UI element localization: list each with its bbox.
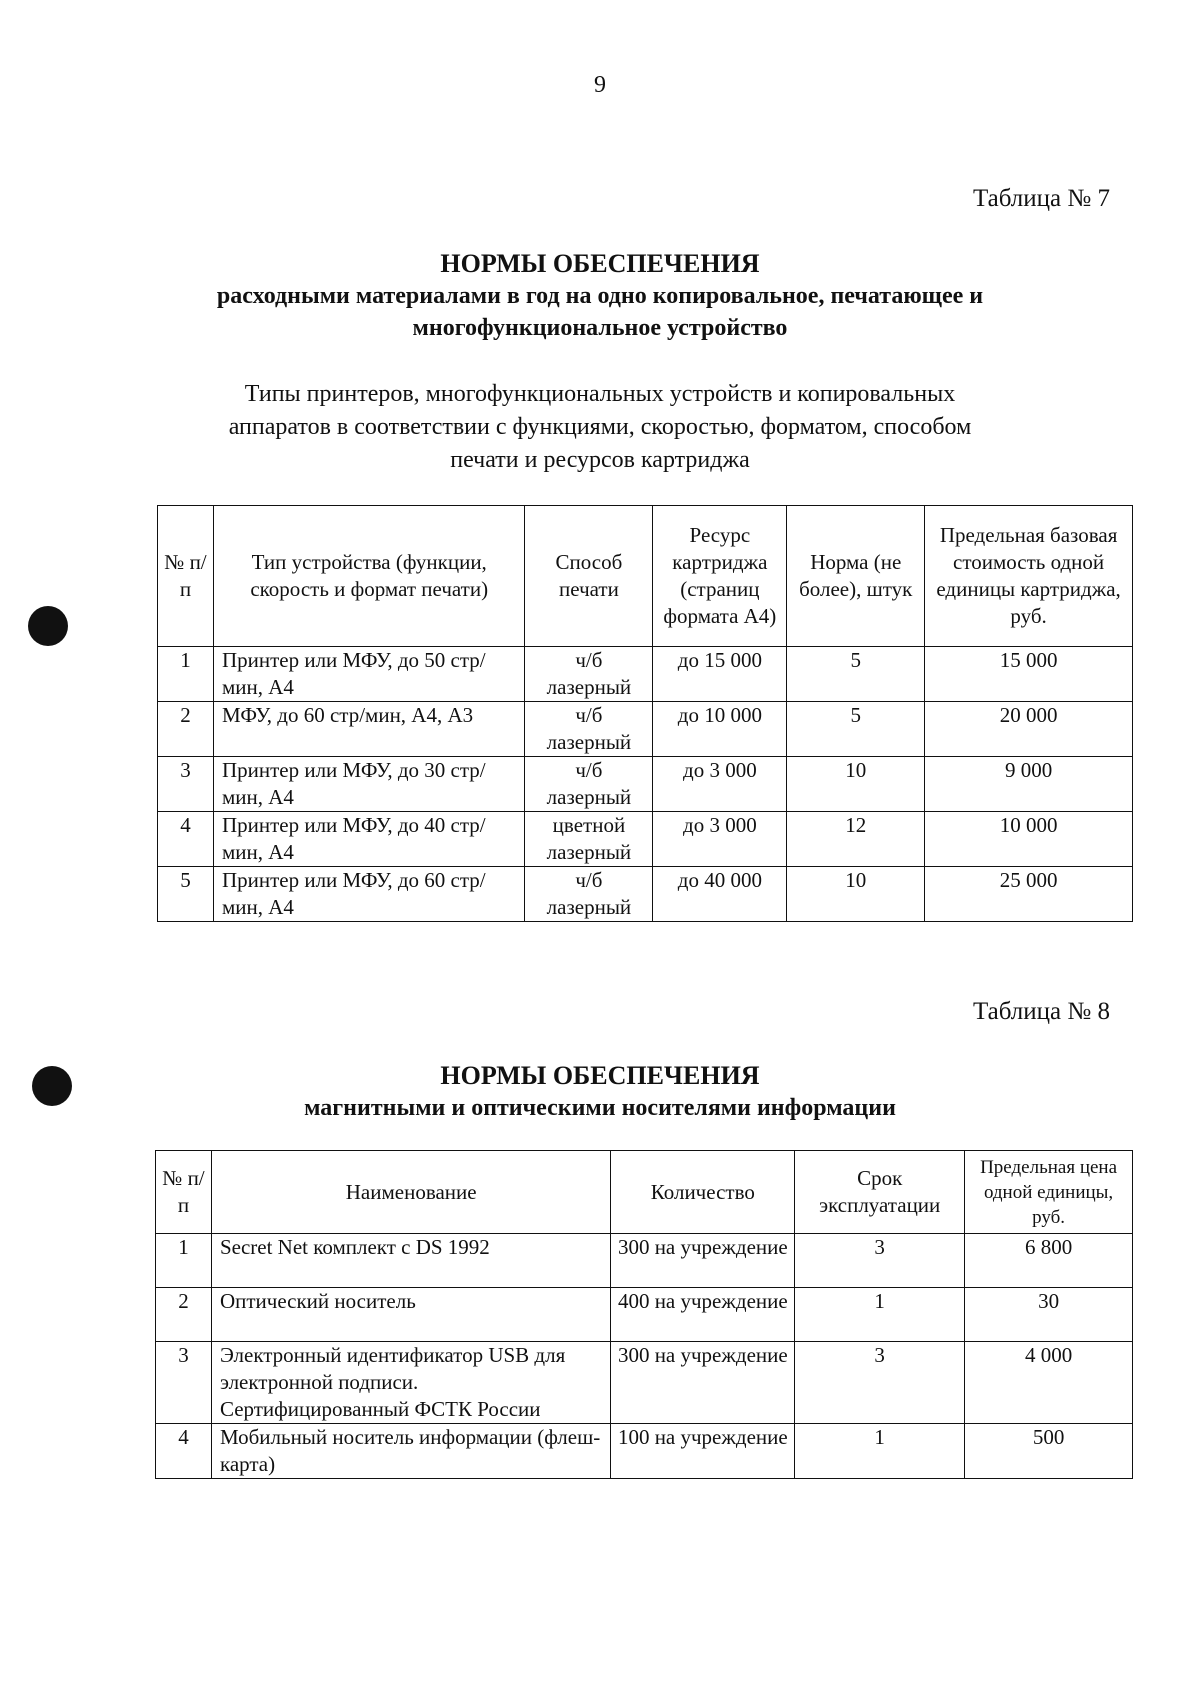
cell-quantity: 400 на учреждение — [611, 1288, 795, 1342]
cell-print-method: ч/б лазерный — [525, 702, 653, 757]
cell-print-method: ч/б лазерный — [525, 867, 653, 922]
col-header-max-price: Предельная цена одной единицы, руб. — [965, 1151, 1133, 1234]
cell-print-method: ч/б лазерный — [525, 757, 653, 812]
cell-cartridge-resource: до 3 000 — [653, 812, 787, 867]
table-row — [156, 1288, 1133, 1342]
table7-description-line1: Типы принтеров, многофункциональных устройств и копировальных — [244, 381, 956, 407]
table-row — [156, 1342, 1133, 1424]
col-header-print-method: Способ печати — [525, 506, 653, 647]
col-header-device-type: Тип устройства (функции, скорость и формат печати) — [213, 506, 525, 647]
table7-title: НОРМЫ ОБЕСПЕЧЕНИЯ — [440, 249, 760, 278]
cell-num: 3 — [158, 757, 214, 812]
cell-num: 2 — [158, 702, 214, 757]
cell-num: 5 — [158, 867, 214, 922]
col-header-name: Наименование — [211, 1151, 610, 1234]
cell-cartridge-resource: до 3 000 — [653, 757, 787, 812]
cell-num: 3 — [156, 1342, 212, 1424]
cell-num: 2 — [156, 1288, 212, 1342]
cell-quantity: 300 на учреждение — [611, 1342, 795, 1424]
table7-description — [150, 378, 1050, 477]
table8-heading — [0, 1060, 1200, 1124]
cell-service-life: 3 — [795, 1234, 965, 1288]
cell-max-price: 6 800 — [965, 1234, 1133, 1288]
col-header-cartridge-resource: Ресурс картриджа (страниц формата А4) — [653, 506, 787, 647]
table-row — [158, 867, 1133, 922]
cell-name: Оптический носитель — [211, 1288, 610, 1342]
cell-max-price: 9 000 — [925, 757, 1133, 812]
col-header-norm: Норма (не более), штук — [787, 506, 925, 647]
cell-max-price: 4 000 — [965, 1342, 1133, 1424]
table-row — [158, 702, 1133, 757]
cell-device-type: МФУ, до 60 стр/мин, А4, А3 — [213, 702, 525, 757]
cell-num: 1 — [158, 647, 214, 702]
table-header-row — [158, 506, 1133, 647]
col-header-service-life: Срок эксплуатации — [795, 1151, 965, 1234]
cell-num: 4 — [158, 812, 214, 867]
page-number: 9 — [594, 72, 606, 98]
cell-cartridge-resource: до 10 000 — [653, 702, 787, 757]
table8-title: НОРМЫ ОБЕСПЕЧЕНИЯ — [440, 1061, 760, 1090]
cell-num: 4 — [156, 1424, 212, 1479]
cell-max-price: 15 000 — [925, 647, 1133, 702]
cell-service-life: 1 — [795, 1424, 965, 1479]
cell-max-price: 20 000 — [925, 702, 1133, 757]
table7-description-line2: аппаратов в соответствии с функциями, скоростью, форматом, способом — [228, 414, 972, 440]
cell-norm: 10 — [787, 867, 925, 922]
cell-service-life: 1 — [795, 1288, 965, 1342]
cell-max-price: 25 000 — [925, 867, 1133, 922]
table8-subtitle: магнитными и оптическими носителями информации — [304, 1095, 896, 1121]
cell-norm: 12 — [787, 812, 925, 867]
cell-print-method: цветной лазерный — [525, 812, 653, 867]
cell-service-life: 3 — [795, 1342, 965, 1424]
cell-norm: 5 — [787, 647, 925, 702]
cell-quantity: 100 на учреждение — [611, 1424, 795, 1479]
cell-cartridge-resource: до 40 000 — [653, 867, 787, 922]
cell-device-type: Принтер или МФУ, до 60 стр/мин, А4 — [213, 867, 525, 922]
table-row — [156, 1424, 1133, 1479]
table-header-row — [156, 1151, 1133, 1234]
table-row — [158, 757, 1133, 812]
cell-device-type: Принтер или МФУ, до 40 стр/мин, А4 — [213, 812, 525, 867]
table8-caption: Таблица № 8 — [972, 998, 1110, 1025]
cell-print-method: ч/б лазерный — [525, 647, 653, 702]
table7-description-line3: печати и ресурсов картриджа — [450, 447, 750, 473]
binder-hole-upper — [28, 606, 68, 646]
cell-num: 1 — [156, 1234, 212, 1288]
cell-norm: 10 — [787, 757, 925, 812]
table7-heading — [0, 248, 1200, 344]
col-header-max-price: Предельная базовая стоимость одной единицы картриджа, руб. — [925, 506, 1133, 647]
cell-max-price: 500 — [965, 1424, 1133, 1479]
table-row — [156, 1234, 1133, 1288]
media-table — [155, 1150, 1133, 1479]
col-header-num: № п/п — [156, 1151, 212, 1234]
col-header-quantity: Количество — [611, 1151, 795, 1234]
cell-max-price: 30 — [965, 1288, 1133, 1342]
table7-subtitle-line1: расходными материалами в год на одно копировальное, печатающее и — [216, 283, 984, 309]
cell-device-type: Принтер или МФУ, до 50 стр/мин, А4 — [213, 647, 525, 702]
cell-norm: 5 — [787, 702, 925, 757]
table-row — [158, 647, 1133, 702]
table7-caption: Таблица № 7 — [972, 185, 1110, 212]
consumables-table — [157, 505, 1133, 922]
cell-name: Мобильный носитель информации (флеш-карта) — [211, 1424, 610, 1479]
col-header-num: № п/п — [158, 506, 214, 647]
cell-device-type: Принтер или МФУ, до 30 стр/мин, А4 — [213, 757, 525, 812]
cell-max-price: 10 000 — [925, 812, 1133, 867]
cell-name: Secret Net комплект с DS 1992 — [211, 1234, 610, 1288]
cell-name: Электронный идентификатор USB для электронной подписи. Сертифицированный ФСТК России — [211, 1342, 610, 1424]
cell-quantity: 300 на учреждение — [611, 1234, 795, 1288]
table-row — [158, 812, 1133, 867]
table7-subtitle-line2: многофункциональное устройство — [412, 315, 788, 341]
cell-cartridge-resource: до 15 000 — [653, 647, 787, 702]
